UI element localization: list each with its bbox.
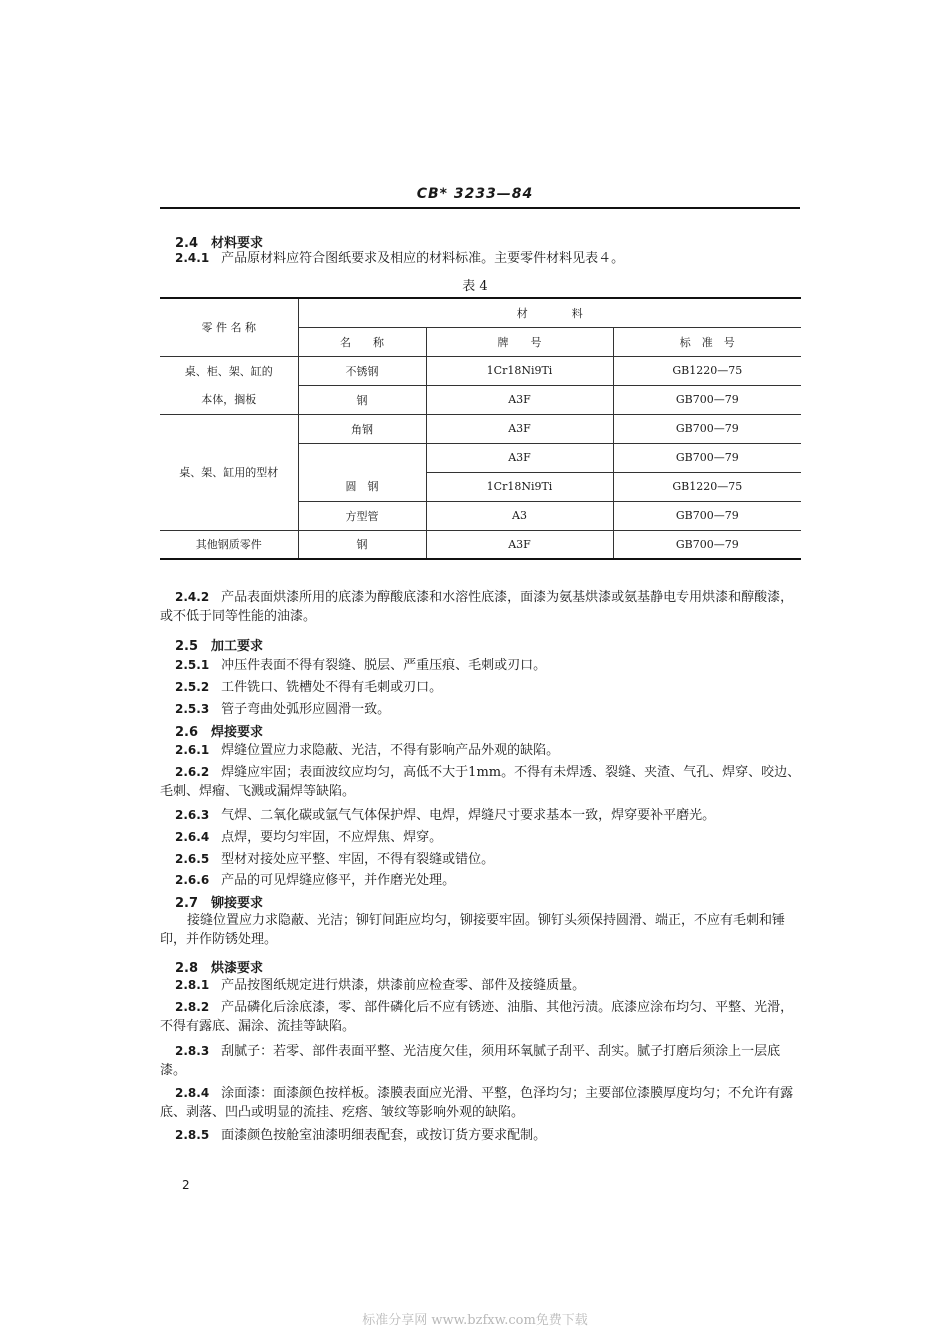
cell-standard: GB700—79 bbox=[613, 414, 801, 443]
header-standard: 标 准 号 bbox=[613, 327, 801, 356]
para-2-4-1 bbox=[160, 249, 805, 268]
section-title: 铆接要求 bbox=[211, 896, 264, 911]
cell-part: 其他钢质零件 bbox=[160, 530, 298, 559]
header-material: 材 料 bbox=[298, 298, 801, 327]
cell-standard: GB1220—75 bbox=[613, 472, 801, 501]
para-2-6-6 bbox=[160, 871, 805, 890]
section-2-8-heading bbox=[175, 957, 263, 976]
cell-name: 方型管 bbox=[298, 501, 426, 530]
clause-number: 2.8.1 bbox=[175, 978, 210, 992]
para-2-6-1 bbox=[160, 741, 805, 760]
header-rule bbox=[160, 207, 800, 209]
clause-number: 2.5.3 bbox=[175, 702, 210, 716]
clause-number: 2.6.3 bbox=[175, 808, 210, 822]
clause-text: 面漆颜色按舱室油漆明细表配套，或按订货方要求配制。 bbox=[221, 1128, 547, 1143]
cell-grade: A3F bbox=[426, 530, 613, 559]
para-2-8-1 bbox=[160, 976, 805, 995]
cell-name: 钢 bbox=[298, 530, 426, 559]
cell-name: 钢 bbox=[298, 385, 426, 414]
section-title: 烘漆要求 bbox=[211, 961, 264, 976]
section-2-6-heading bbox=[175, 721, 263, 740]
section-number: 2.4 bbox=[175, 236, 199, 251]
para-2-6-3 bbox=[160, 806, 805, 825]
section-2-5-heading bbox=[175, 635, 263, 654]
clause-text: 产品磷化后涂底漆，零、部件磷化后不应有锈迹、油脂、其他污渍。底漆应涂布均匀、平整、光滑，不得有露底、漏涂、流挂等缺陷。 bbox=[160, 1000, 794, 1034]
para-2-5-2 bbox=[160, 678, 805, 697]
cell-part: 本体，搁板 bbox=[160, 385, 298, 414]
clause-number: 2.6.1 bbox=[175, 743, 210, 757]
clause-number: 2.8.4 bbox=[175, 1086, 210, 1100]
clause-text: 产品表面烘漆所用的底漆为醇酸底漆和水溶性底漆，面漆为氨基烘漆或氨基静电专用烘漆和醇酸漆，或不低于同等性能的油漆。 bbox=[160, 590, 794, 624]
clause-text: 焊缝位置应力求隐蔽、光洁，不得有影响产品外观的缺陷。 bbox=[221, 743, 560, 758]
cell-grade: 1Cr18Ni9Ti bbox=[426, 356, 613, 385]
clause-text: 接缝位置应力求隐蔽、光洁；铆钉间距应均匀，铆接要牢固。铆钉头须保持圆滑、端正，不应有毛刺和锤印，并作防锈处理。 bbox=[160, 913, 786, 947]
para-2-6-4 bbox=[160, 828, 805, 847]
clause-text: 冲压件表面不得有裂缝、脱层、严重压痕、毛刺或刃口。 bbox=[221, 658, 547, 673]
clause-number: 2.5.1 bbox=[175, 658, 210, 672]
clause-text: 产品原材料应符合图纸要求及相应的材料标准。主要零件材料见表４。 bbox=[221, 251, 625, 266]
header-grade: 牌 号 bbox=[426, 327, 613, 356]
clause-number: 2.8.3 bbox=[175, 1044, 210, 1058]
section-number: 2.6 bbox=[175, 725, 199, 740]
clause-text: 刮腻子：若零、部件表面平整、光洁度欠佳，须用环氧腻子刮平、刮实。腻子打磨后须涂上一层底漆。 bbox=[160, 1044, 781, 1078]
para-2-7 bbox=[160, 911, 805, 949]
cell-standard: GB700—79 bbox=[613, 385, 801, 414]
page-number: 2 bbox=[182, 1178, 190, 1192]
cell-grade: A3 bbox=[426, 501, 613, 530]
para-2-6-5 bbox=[160, 850, 805, 869]
cell-grade: A3F bbox=[426, 443, 613, 472]
standard-code: CB* 3233—84 bbox=[416, 186, 534, 202]
cell-grade: 1Cr18Ni9Ti bbox=[426, 472, 613, 501]
table-header-row bbox=[160, 298, 801, 327]
section-number: 2.8 bbox=[175, 961, 199, 976]
clause-number: 2.8.5 bbox=[175, 1128, 210, 1142]
para-2-6-2 bbox=[160, 763, 805, 801]
clause-text: 产品按图纸规定进行烘漆，烘漆前应检查零、部件及接缝质量。 bbox=[221, 978, 586, 993]
clause-number: 2.5.2 bbox=[175, 680, 210, 694]
clause-number: 2.8.2 bbox=[175, 1000, 210, 1014]
header-part-name: 零 件 名 称 bbox=[160, 298, 298, 356]
clause-number: 2.6.6 bbox=[175, 873, 210, 887]
cell-grade: A3F bbox=[426, 385, 613, 414]
para-2-5-3 bbox=[160, 700, 805, 719]
table-caption: 表 4 bbox=[462, 279, 488, 294]
clause-number: 2.6.2 bbox=[175, 765, 210, 779]
table-row bbox=[160, 356, 801, 385]
section-number: 2.5 bbox=[175, 639, 199, 654]
cell-standard: GB700—79 bbox=[613, 501, 801, 530]
para-2-8-2 bbox=[160, 998, 805, 1036]
section-title: 材料要求 bbox=[211, 236, 264, 251]
section-number: 2.7 bbox=[175, 896, 199, 911]
materials-table bbox=[160, 297, 801, 560]
clause-text: 产品的可见焊缝应修平，并作磨光处理。 bbox=[221, 873, 456, 888]
para-2-8-4 bbox=[160, 1084, 805, 1122]
watermark: 标准分享网 www.bzfxw.com免费下载 bbox=[362, 1313, 588, 1328]
cell-name: 不锈钢 bbox=[298, 356, 426, 385]
clause-text: 工件铣口、铣槽处不得有毛刺或刃口。 bbox=[221, 680, 443, 695]
clause-text: 涂面漆：面漆颜色按样板。漆膜表面应光滑、平整，色泽均匀；主要部位漆膜厚度均匀；不允许有露底、剥落、凹凸或明显的流挂、疙瘩、皱纹等影响外观的缺陷。 bbox=[160, 1086, 794, 1120]
para-2-4-2 bbox=[160, 588, 805, 626]
table-row bbox=[160, 385, 801, 414]
clause-number: 2.6.5 bbox=[175, 852, 210, 866]
section-title: 加工要求 bbox=[211, 639, 264, 654]
clause-text: 型材对接处应平整、牢固，不得有裂缝或错位。 bbox=[221, 852, 495, 867]
cell-standard: GB1220—75 bbox=[613, 356, 801, 385]
cell-name: 圆 钢 bbox=[298, 443, 426, 501]
cell-part: 桌、柜、架、缸的 bbox=[184, 364, 273, 378]
table-row bbox=[160, 414, 801, 443]
clause-text: 管子弯曲处弧形应圆滑一致。 bbox=[221, 702, 391, 717]
cell-grade: A3F bbox=[426, 414, 613, 443]
para-2-8-5 bbox=[160, 1126, 805, 1145]
header-name: 名 称 bbox=[298, 327, 426, 356]
section-2-7-heading bbox=[175, 892, 263, 911]
clause-number: 2.6.4 bbox=[175, 830, 210, 844]
section-title: 焊接要求 bbox=[211, 725, 264, 740]
cell-standard: GB700—79 bbox=[613, 530, 801, 559]
para-2-5-1 bbox=[160, 656, 805, 675]
clause-text: 气焊、二氧化碳或氩气气体保护焊、电焊，焊缝尺寸要求基本一致，焊穿要补平磨光。 bbox=[221, 808, 716, 823]
cell-standard: GB700—79 bbox=[613, 443, 801, 472]
cell-name: 角钢 bbox=[298, 414, 426, 443]
clause-number: 2.4.2 bbox=[175, 590, 210, 604]
table-row bbox=[160, 530, 801, 559]
clause-text: 焊缝应牢固；表面波纹应均匀，高低不大于1mm。不得有未焊透、裂缝、夹渣、气孔、焊穿、咬边、毛刺、焊瘤、飞溅或漏焊等缺陷。 bbox=[160, 765, 801, 799]
cell-part: 桌、架、缸用的型材 bbox=[160, 414, 298, 530]
clause-text: 点焊，要均匀牢固，不应焊焦、焊穿。 bbox=[221, 830, 443, 845]
para-2-8-3 bbox=[160, 1042, 805, 1080]
clause-number: 2.4.1 bbox=[175, 251, 210, 265]
